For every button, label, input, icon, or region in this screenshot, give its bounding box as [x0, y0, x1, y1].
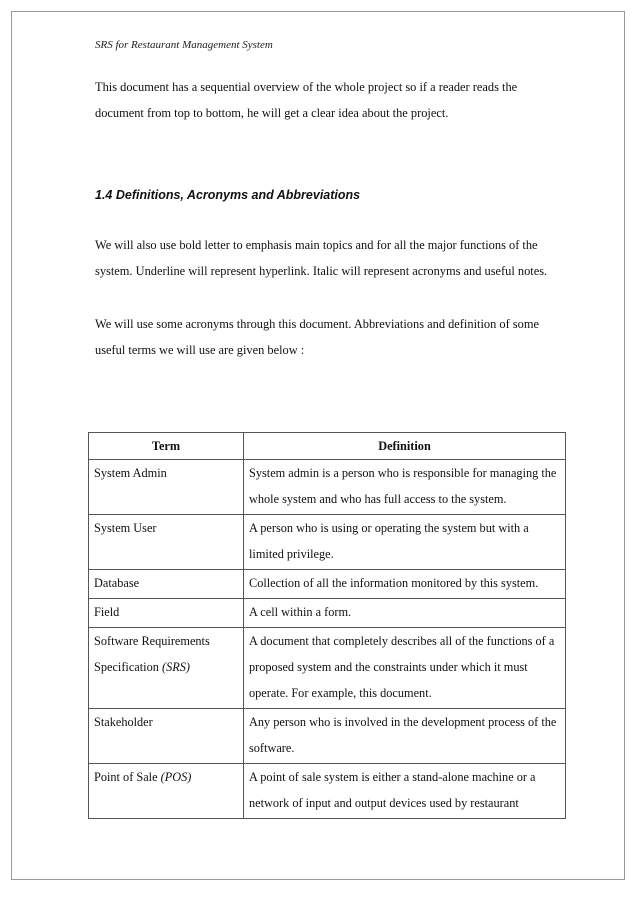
table-header-row	[89, 433, 566, 460]
table-row	[89, 570, 566, 599]
term-cell	[89, 599, 244, 628]
table-row	[89, 460, 566, 515]
term-cell	[89, 515, 244, 570]
term-text: Software Requirements Specification	[94, 634, 210, 674]
definition-cell: System admin is a person who is responsible for managing the whole system and who has full access to the system.	[244, 460, 566, 515]
intro-paragraph: This document has a sequential overview of the whole project so if a reader reads the document from top to bottom, he will get a clear idea about the project.	[95, 80, 518, 120]
term-cell	[89, 628, 244, 709]
term-text: Point of Sale	[94, 770, 158, 784]
table-row	[89, 764, 566, 819]
definitions-table	[88, 432, 566, 819]
term-text: Field	[94, 605, 120, 619]
formatting-paragraph: We will also use bold letter to emphasis main topics and for all the major functions of the system. Underline will represent hyperlink. Italic will represent acronyms and useful notes.	[95, 238, 548, 278]
definition-cell: Any person who is involved in the development process of the software.	[244, 709, 566, 764]
definition-cell: A document that completely describes all of the functions of a proposed system and the constraints under which it must operate. For example, this document.	[244, 628, 566, 709]
table-row	[89, 599, 566, 628]
term-cell	[89, 570, 244, 599]
term-cell	[89, 709, 244, 764]
term-cell	[89, 460, 244, 515]
definition-cell: Collection of all the information monitored by this system.	[244, 570, 566, 599]
table-row	[89, 628, 566, 709]
term-text: System User	[94, 521, 157, 535]
running-header: SRS for Restaurant Management System	[95, 39, 273, 51]
definition-cell: A cell within a form.	[244, 599, 566, 628]
acronym-text: (POS)	[160, 770, 192, 784]
term-text: Stakeholder	[94, 715, 153, 729]
table-row	[89, 515, 566, 570]
definition-cell: A point of sale system is either a stand-alone machine or a network of input and output devices used by restaurant	[244, 764, 566, 819]
term-text: System Admin	[94, 466, 167, 480]
table-row	[89, 709, 566, 764]
section-heading: 1.4 Definitions, Acronyms and Abbreviations	[95, 188, 361, 202]
term-text: Database	[94, 576, 140, 590]
term-cell	[89, 764, 244, 819]
definition-column-header: Definition	[244, 433, 566, 460]
acronyms-paragraph: We will use some acronyms through this document. Abbreviations and definition of some useful terms we will use are given below :	[95, 317, 539, 357]
definition-cell: A person who is using or operating the system but with a limited privilege.	[244, 515, 566, 570]
term-column-header: Term	[89, 433, 244, 460]
acronym-text: (SRS)	[161, 660, 190, 674]
